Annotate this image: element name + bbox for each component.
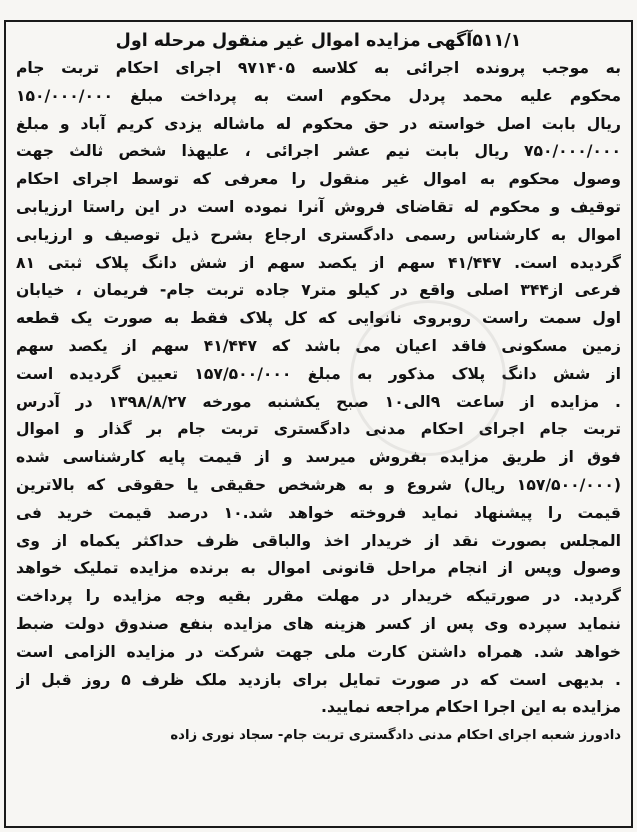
notice-line: گردید. در صورتیکه خریدار در مهلت مقرر بقیه وجه مزایده را پرداخت — [16, 587, 621, 606]
notice-line: اموال به کارشناس رسمی دادگستری ارجاع بشرح ذیل توصیف و ارزیابی — [16, 225, 621, 244]
notice-line: فرعی از۳۴۴ اصلی واقع در کیلو متر۷ جاده تربت جام- فریمان ، خیابان — [16, 281, 621, 300]
notice-line: (۱۵۷/۵۰۰/۰۰۰ ریال) شروع و به هرشخص حقیقی یا حقوقی که بالاترین — [16, 475, 621, 494]
notice-line: مزایده به این اجرا احکام مراجعه نمایید. — [321, 698, 621, 717]
notice-line: تربت جام اجرای احکام مدنی دادگستری تربت جام بر گذار و اموال — [16, 420, 621, 439]
notice-line: ریال بابت اصل خواسته در حق محکوم له ماشاله یزدی کریم آباد و مبلغ — [16, 114, 621, 133]
notice-line: المجلس بصورت نقد از خریدار اخذ والباقی ظرف حداکثر یکماه از وی — [16, 531, 621, 550]
notice-line: اول سمت راست روبروی نانوایی که کل پلاک فقط به صورت یک قطعه — [16, 309, 621, 328]
notice-line: ننماید سپرده وی پس از کسر هزینه های مزایده بنفع صندوق دولت ضبط — [16, 614, 621, 633]
notice-line: قیمت را پیشنهاد نماید فروخته خواهد شد.۱۰ درصد قیمت خرید فی — [16, 503, 621, 522]
notice-line: . بدیهی است که در صورت تمایل برای بازدید ملک ظرف ۵ روز قبل از — [16, 670, 621, 689]
notice-line: خواهد شد. همراه داشتن کارت ملی جهت شرکت در مزایده الزامی است — [16, 642, 621, 661]
auction-notice — [4, 20, 633, 828]
notice-line: توقیف و محکوم له تقاضای فروش آنرا نموده است در این راستا ارزیابی — [16, 197, 621, 216]
notice-line: ۷۵۰/۰۰۰/۰۰۰ ریال بابت نیم عشر اجرائی ، علیهذا شخص ثالث جهت — [16, 142, 621, 161]
notice-line: . مزایده از ساعت ۹الی۱۰ صبح یکشنبه مورخه ۱۳۹۸/۸/۲۷ در آدرس — [16, 392, 621, 411]
notice-line: محکوم علیه محمد پردل محکوم است به پرداخت مبلغ ۱۵۰/۰۰۰/۰۰۰ — [16, 86, 621, 105]
notice-signature: دادورز شعبه اجرای احکام مدنی دادگستری تربت جام- سجاد نوری زاده — [170, 728, 621, 744]
notice-line: وصول محکوم به اموال غیر منقول را معرفی که توسط اجرای احکام — [16, 170, 621, 189]
notice-line: وصول وپس از انجام مراحل قانونی اموال به برنده مزایده تملیک خواهد — [16, 559, 621, 578]
notice-body — [16, 55, 621, 722]
notice-line: زمین مسکونی فاقد اعیان می باشد که ۴۱/۴۴۷ سهم از یکصد سهم — [16, 336, 621, 355]
notice-line: از شش دانگ پلاک مذکور به مبلغ ۱۵۷/۵۰۰/۰۰۰ تعیین گردیده است — [16, 364, 621, 383]
notice-line: گردیده است. ۴۱/۴۴۷ سهم از یکصد سهم از شش دانگ پلاک ثبتی ۸۱ — [16, 253, 621, 272]
notice-line: به موجب پرونده اجرائی به کلاسه ۹۷۱۴۰۵ اجرای احکام تربت جام — [16, 59, 621, 77]
notice-title: ۵۱۱/۱آگهی مزایده اموال غیر منقول مرحله اول — [115, 31, 522, 51]
notice-line: فوق از طریق مزایده بفروش میرسد و از قیمت پایه کارشناسی شده — [16, 448, 621, 467]
